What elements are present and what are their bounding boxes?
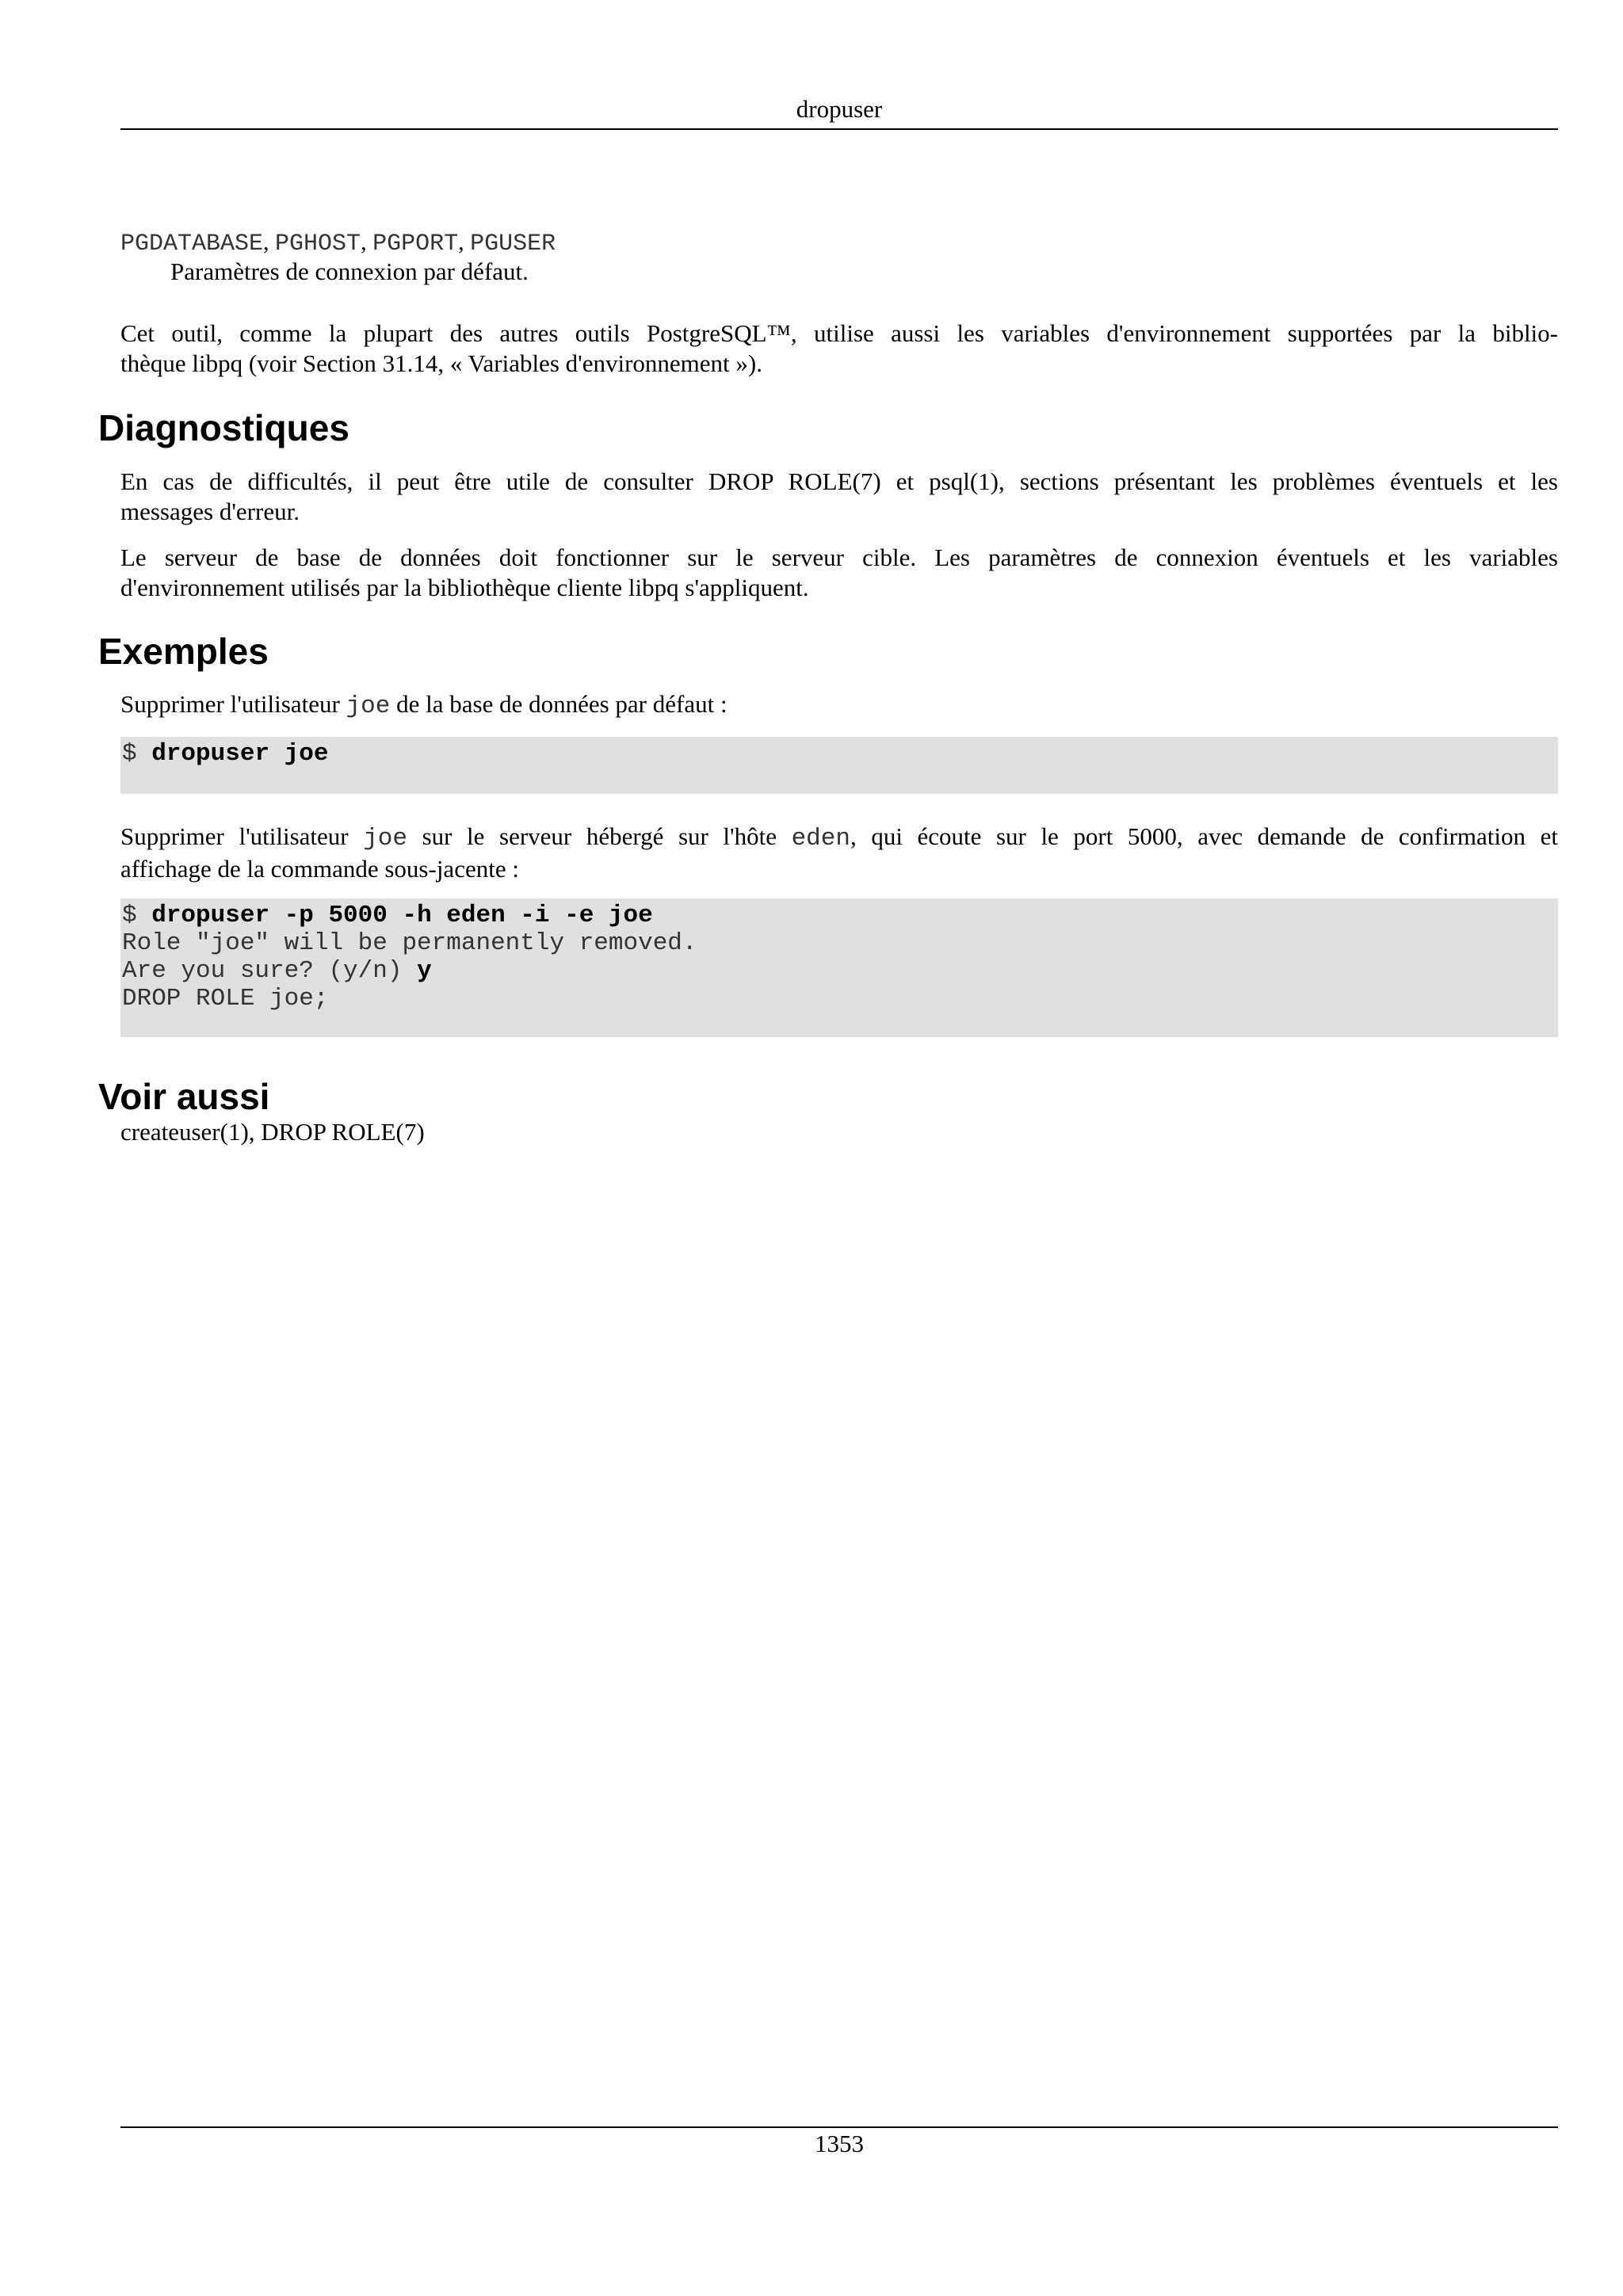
- example1-command: dropuser joe: [151, 740, 329, 768]
- diagnostics-paragraph-2: [120, 543, 1558, 603]
- heading-exemples: Exemples: [98, 631, 269, 672]
- env-var-term: [120, 227, 556, 260]
- diagnostics-paragraph-1: [120, 467, 1558, 527]
- header-rule: [120, 128, 1558, 130]
- env-note-paragraph: [120, 318, 1558, 379]
- example2-confirm-answer: y: [417, 957, 432, 985]
- example2-text-after: , qui écoute sur le port 5000, avec demande de confirmation et: [850, 822, 1558, 850]
- heading-voir-aussi: Voir aussi: [98, 1076, 270, 1117]
- example2-code-block: [120, 898, 1558, 1037]
- example2-text-middle: sur le serveur hébergé sur l'hôte: [407, 822, 792, 850]
- env-note-line2: thèque libpq (voir Section 31.14, « Variables d'environnement »).: [120, 349, 762, 377]
- example1-code-block: [120, 737, 1558, 794]
- see-also-text: createuser(1), DROP ROLE(7): [120, 1118, 425, 1146]
- diagnostics-para1-line1: En cas de difficultés, il peut être utile de consulter DROP ROLE(7) et psql(1), sections présentant les problèmes éventuels et les: [120, 467, 1558, 495]
- env-var-description: Paramètres de connexion par défaut.: [170, 257, 529, 285]
- diagnostics-para1-line2: messages d'erreur.: [120, 498, 300, 525]
- running-header: dropuser: [796, 95, 883, 123]
- example1-inline-code: joe: [346, 692, 391, 720]
- env-var-pguser: PGUSER: [470, 231, 556, 257]
- example2-command: dropuser -p 5000 -h eden -i -e joe: [151, 902, 653, 929]
- page-number: 1353: [815, 2130, 864, 2157]
- example2-inline-code-user: joe: [363, 825, 408, 852]
- env-var-separator: ,: [361, 229, 373, 255]
- diagnostics-para2-line1: Le serveur de base de données doit fonctionner sur le serveur cible. Les paramètres de connexion éventuels et les variables: [120, 543, 1558, 571]
- example1-intro: [120, 689, 1558, 722]
- env-var-separator: ,: [458, 229, 471, 255]
- example1-text-after: de la base de données par défaut :: [390, 690, 727, 718]
- env-var-separator: ,: [263, 229, 276, 255]
- example2-output-line2: [122, 957, 1556, 985]
- example2-output-line1: Role "joe" will be permanently removed.: [122, 929, 697, 957]
- example1-prompt: $: [122, 740, 152, 768]
- env-note-line1: Cet outil, comme la plupart des autres outils PostgreSQL™, utilise aussi les variables d'environnement supportées par la biblio-: [120, 319, 1558, 347]
- example2-output-line3: DROP ROLE joe;: [122, 985, 329, 1013]
- env-var-pgdatabase: PGDATABASE: [120, 231, 264, 257]
- example2-confirm-prompt: Are you sure? (y/n): [122, 957, 418, 985]
- example2-prompt: $: [122, 902, 152, 929]
- example2-intro-line1: [120, 822, 1558, 854]
- example2-text-before: Supprimer l'utilisateur: [120, 822, 364, 850]
- example2-command-line: [122, 902, 1556, 929]
- example2-intro-line2: affichage de la commande sous-jacente :: [120, 855, 519, 883]
- env-var-pghost: PGHOST: [275, 231, 361, 257]
- example1-text-before: Supprimer l'utilisateur: [120, 690, 346, 718]
- diagnostics-para2-line2: d'environnement utilisés par la bibliothèque cliente libpq s'appliquent.: [120, 574, 809, 601]
- heading-diagnostiques: Diagnostiques: [98, 407, 349, 448]
- env-var-pgport: PGPORT: [372, 231, 459, 257]
- example2-intro: [120, 822, 1558, 884]
- example2-inline-code-host: eden: [791, 825, 850, 852]
